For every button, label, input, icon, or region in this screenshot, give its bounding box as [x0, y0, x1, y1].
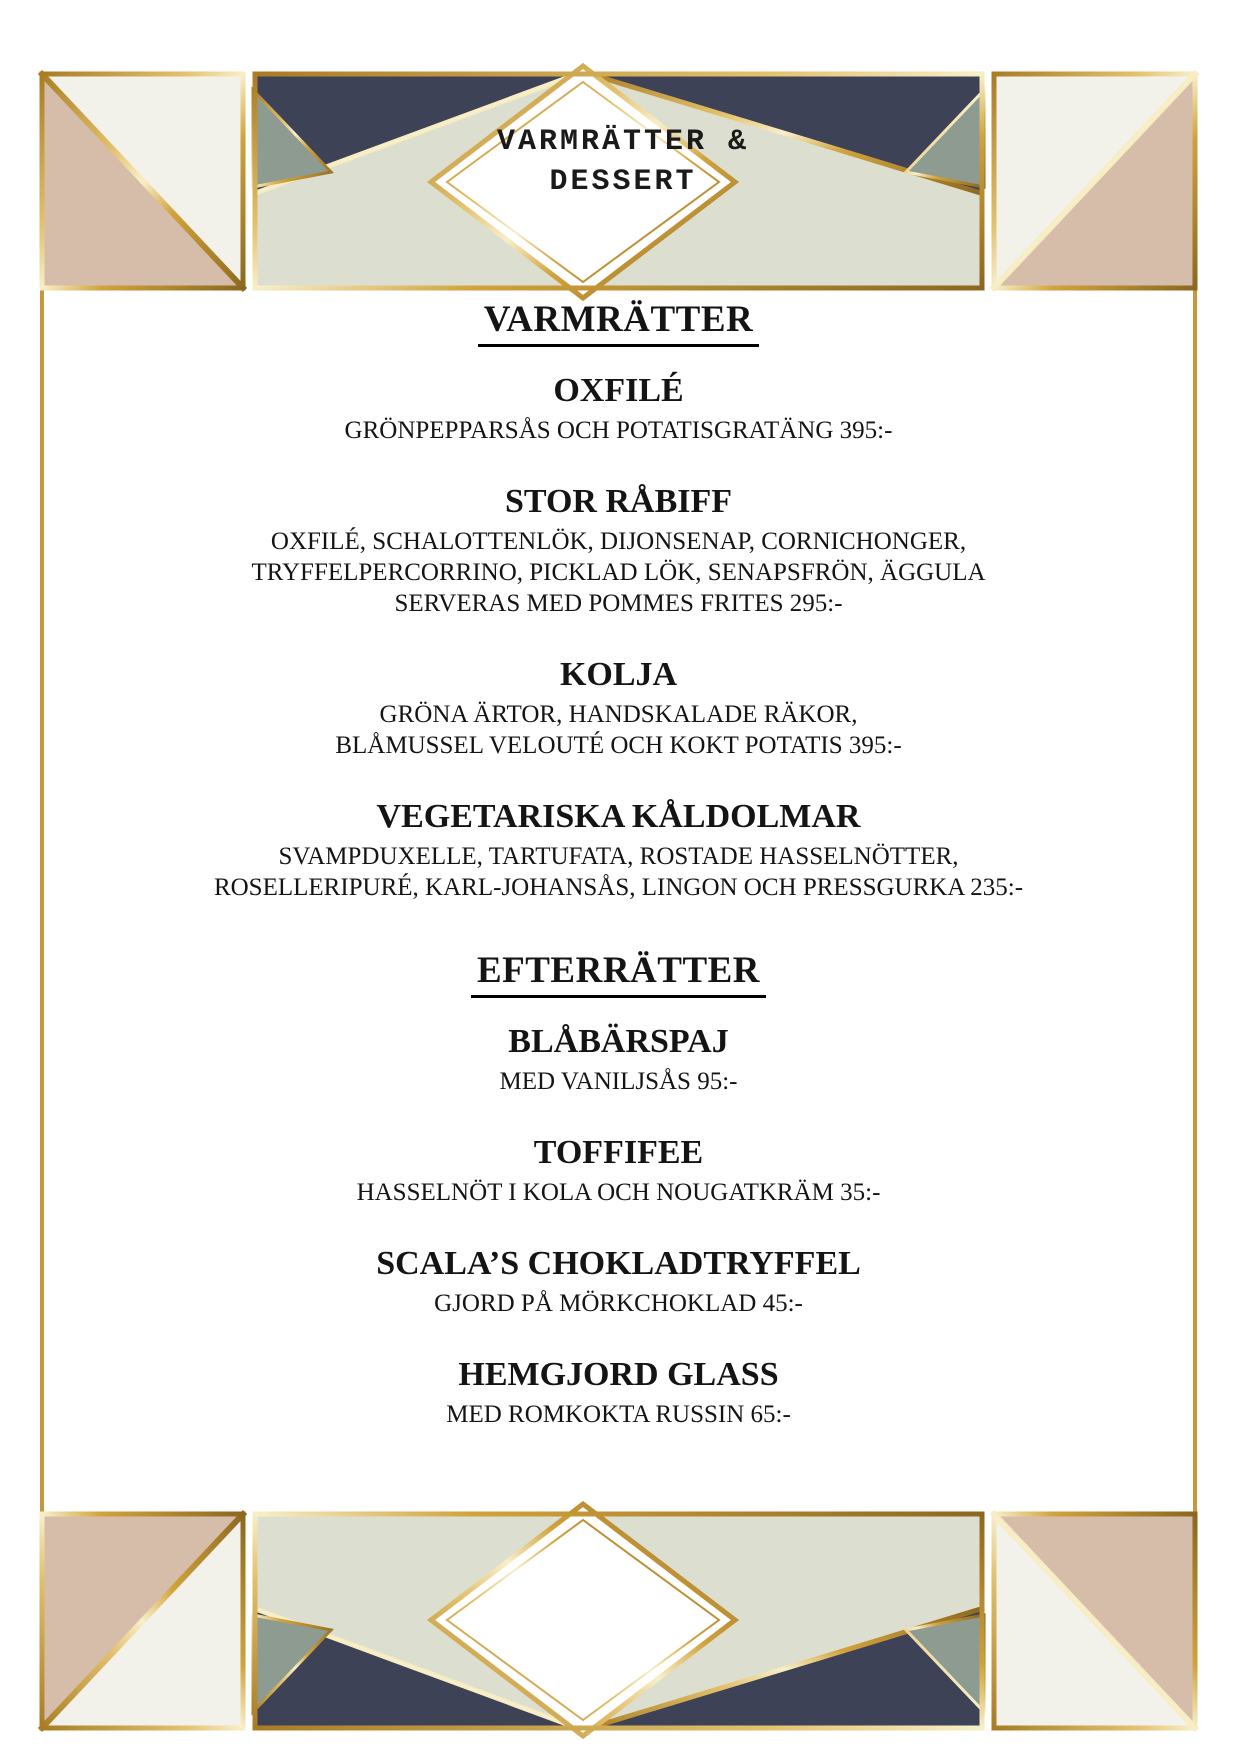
item-description: HASSELNÖT I KOLA OCH NOUGATKRÄM 35:-	[356, 1179, 881, 1206]
menu-item	[44, 371, 1193, 446]
banner-title	[293, 122, 953, 202]
item-name: OXFILÉ	[553, 372, 684, 409]
item-description: BLÅMUSSEL VELOUTÉ OCH KOKT POTATIS 395:-	[335, 732, 902, 759]
item-name: TOFFIFEE	[533, 1134, 704, 1171]
section-varmratter	[44, 298, 1193, 903]
section-heading: VARMRÄTTER	[478, 298, 760, 347]
menu-item	[44, 1244, 1193, 1319]
band-art-mirrored	[40, 1504, 1197, 1736]
item-name: VEGETARISKA KÅLDOLMAR	[376, 798, 861, 835]
banner-title-line1: VARMRÄTTER &	[496, 125, 750, 159]
menu-frame	[40, 72, 1197, 1730]
item-description: SERVERAS MED POMMES FRITES 295:-	[394, 590, 843, 617]
top-decor-band	[40, 72, 1197, 290]
item-name: BLÅBÄRSPAJ	[508, 1023, 729, 1060]
item-description: TRYFFELPERCORRINO, PICKLAD LÖK, SENAPSFRÖN, ÄGGULA	[251, 559, 986, 586]
item-name: STOR RÅBIFF	[504, 483, 733, 520]
corner-square-right	[992, 72, 1197, 290]
section-efterratter	[44, 949, 1193, 1430]
menu-item	[44, 1133, 1193, 1208]
menu-item	[44, 1355, 1193, 1430]
menu-item	[44, 482, 1193, 619]
corner-square-left	[40, 72, 245, 290]
menu-body	[40, 290, 1197, 1512]
menu-item	[44, 655, 1193, 761]
item-name: HEMGJORD GLASS	[458, 1356, 779, 1393]
menu-item	[44, 797, 1193, 903]
item-description: GRÖNA ÄRTOR, HANDSKALADE RÄKOR,	[379, 701, 858, 728]
item-description: MED ROMKOKTA RUSSIN 65:-	[446, 1401, 791, 1428]
item-description: ROSELLERIPURÉ, KARL-JOHANSÅS, LINGON OCH PRESSGURKA 235:-	[213, 874, 1024, 901]
bottom-band-art	[40, 1512, 1197, 1730]
item-description: GRÖNPEPPARSÅS OCH POTATISGRATÄNG 395:-	[344, 417, 893, 444]
item-description: OXFILÉ, SCHALOTTENLÖK, DIJONSENAP, CORNICHONGER,	[270, 528, 967, 555]
menu-item	[44, 1022, 1193, 1097]
bottom-decor-band	[40, 1512, 1197, 1730]
item-name: SCALA’S CHOKLADTRYFFEL	[376, 1245, 861, 1282]
item-name: KOLJA	[559, 656, 678, 693]
item-description: GJORD PÅ MÖRKCHOKLAD 45:-	[434, 1290, 803, 1317]
banner-title-line2: DESSERT	[549, 165, 697, 199]
item-description: SVAMPDUXELLE, TARTUFATA, ROSTADE HASSELNÖTTER,	[278, 843, 959, 870]
item-description: MED VANILJSÅS 95:-	[499, 1068, 738, 1095]
section-heading: EFTERRÄTTER	[471, 949, 766, 998]
